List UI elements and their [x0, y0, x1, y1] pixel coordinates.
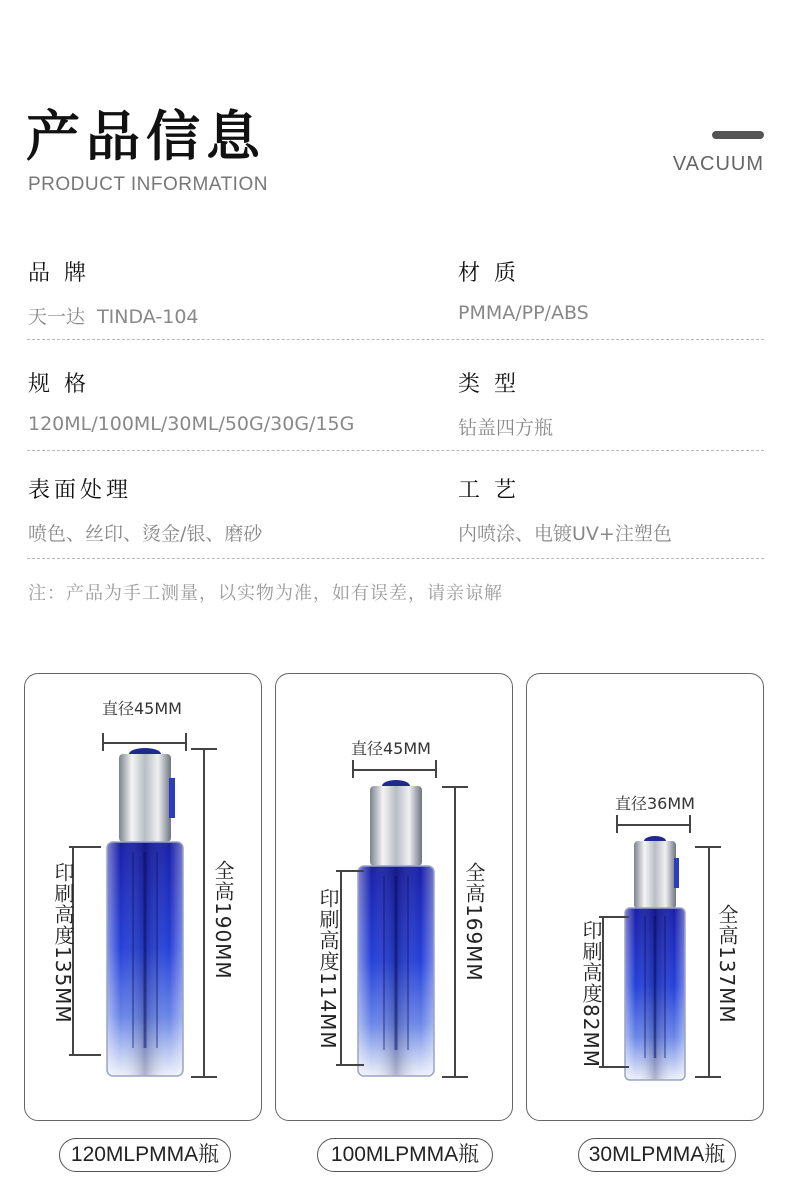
- spec-value: 120ML/100ML/30ML/50G/30G/15G: [28, 413, 355, 435]
- tick: [435, 760, 437, 778]
- tick: [336, 1064, 364, 1066]
- tick: [336, 870, 364, 872]
- spec-size: [28, 367, 354, 435]
- tick: [69, 1054, 101, 1056]
- tick: [185, 733, 187, 751]
- spec-label: 工 艺: [458, 478, 516, 503]
- divider: [27, 450, 764, 451]
- page-subtitle: PRODUCT INFORMATION: [28, 174, 268, 195]
- spec-type: [458, 367, 553, 440]
- spec-brand: [28, 256, 199, 329]
- product-panel-100ml: [275, 673, 513, 1121]
- spec-value: 内喷涂、电镀UV+注塑色: [458, 523, 672, 545]
- spec-label: 材 质: [458, 261, 516, 286]
- total-height-label: 全高169MM: [462, 862, 486, 982]
- tick: [442, 1076, 468, 1078]
- spec-value: 钻盖四方瓶: [458, 417, 554, 439]
- spec-label: 规 格: [28, 372, 86, 397]
- spec-value: PMMA/PP/ABS: [458, 302, 589, 324]
- spec-label: 类 型: [458, 372, 516, 397]
- product-panel-120ml: [24, 673, 262, 1121]
- vacuum-label: VACUUM: [672, 153, 764, 175]
- tick: [352, 760, 354, 778]
- total-height-line: [454, 786, 456, 1078]
- total-height-line: [708, 846, 710, 1078]
- total-height-line: [203, 748, 205, 1078]
- tick: [191, 748, 217, 750]
- page-title: 产品信息: [26, 105, 266, 168]
- diameter-label: 直径45MM: [351, 739, 431, 758]
- spec-label: 表面处理: [28, 478, 133, 503]
- total-height-label: 全高137MM: [715, 904, 739, 1024]
- diameter-label: 直径36MM: [615, 794, 695, 813]
- diameter-line: [103, 742, 187, 744]
- bottle-image: [356, 780, 436, 1080]
- bottle-image: [103, 748, 187, 1080]
- divider: [27, 339, 764, 340]
- tick: [599, 916, 629, 918]
- print-height-label: 印刷高度114MM: [316, 888, 340, 1050]
- tick: [69, 846, 101, 848]
- bottle-image: [623, 836, 687, 1082]
- product-name-120ml: 120MLPMMA瓶: [59, 1138, 231, 1172]
- spec-process: [458, 473, 672, 546]
- product-name-30ml: 30MLPMMA瓶: [578, 1138, 736, 1172]
- print-height-label: 印刷高度135MM: [51, 862, 75, 1024]
- tick: [695, 846, 721, 848]
- spec-label: 品 牌: [28, 261, 86, 286]
- spec-value: 喷色、丝印、烫金/银、磨砂: [28, 523, 263, 545]
- tick: [616, 815, 618, 833]
- spec-value: 天一达 TINDA-104: [28, 306, 199, 328]
- diameter-line: [617, 824, 691, 826]
- disclaimer-note: 注：产品为手工测量，以实物为准，如有误差，请亲谅解: [28, 583, 503, 604]
- tick: [695, 1076, 721, 1078]
- decorative-bar: [712, 131, 764, 139]
- tick: [689, 815, 691, 833]
- diameter-label: 直径45MM: [102, 699, 182, 718]
- tick: [191, 1076, 217, 1078]
- divider: [27, 558, 764, 559]
- tick: [442, 786, 468, 788]
- diameter-line: [353, 769, 437, 771]
- spec-surface: [28, 473, 262, 546]
- print-height-label: 印刷高度82MM: [579, 920, 603, 1068]
- tick: [102, 733, 104, 751]
- spec-material: [458, 256, 589, 324]
- product-name-100ml: 100MLPMMA瓶: [317, 1138, 493, 1172]
- product-panel-30ml: [526, 673, 764, 1121]
- total-height-label: 全高190MM: [211, 860, 235, 980]
